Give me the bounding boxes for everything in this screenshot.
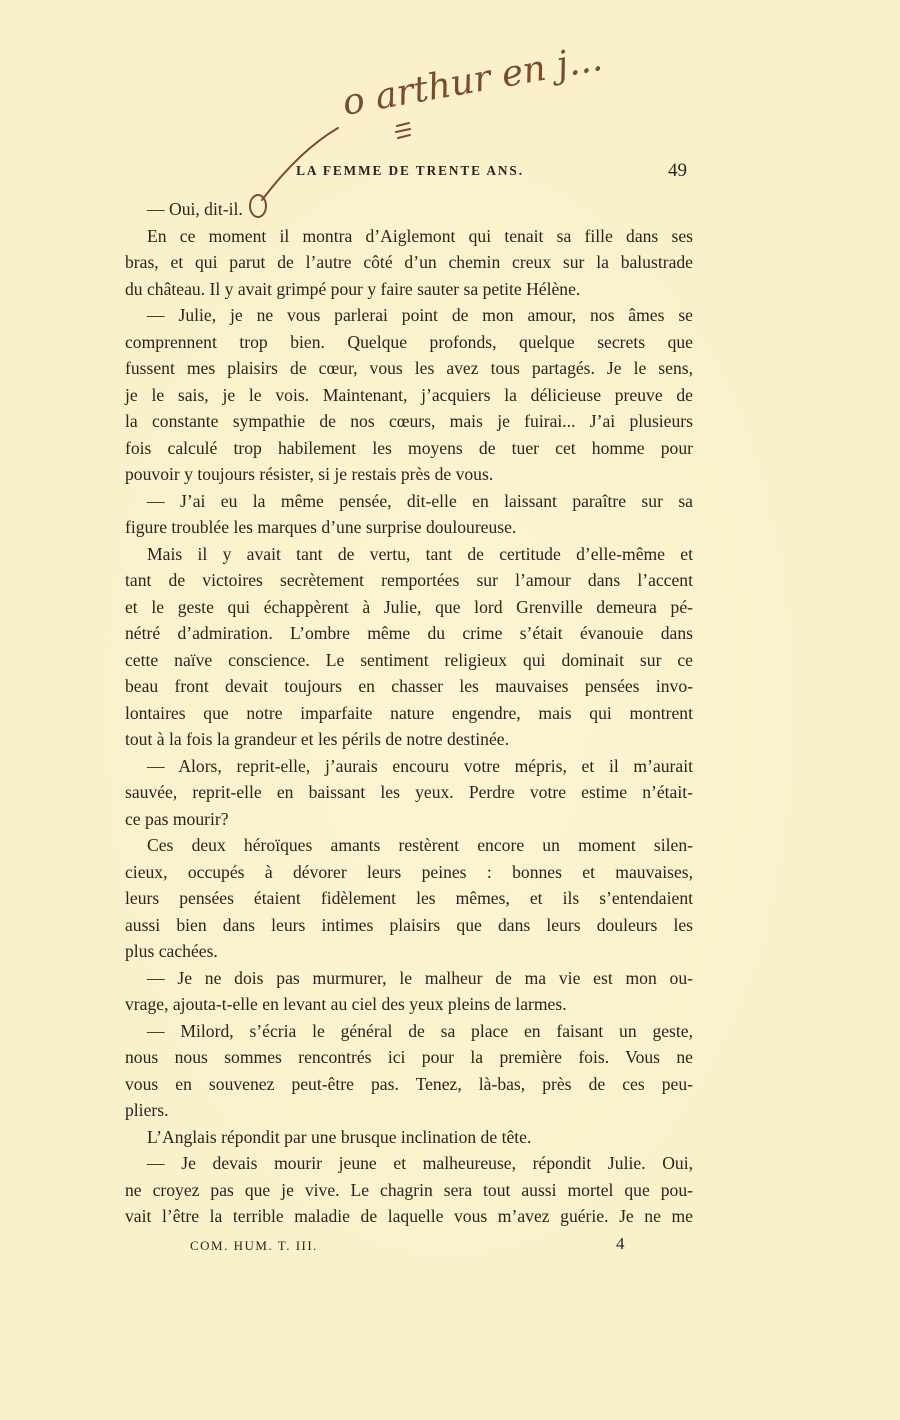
text-line: lontaires que notre imparfaite nature engendre, mais qui montrent [125,702,693,723]
text-line: pliers. [125,1100,169,1120]
signature-line: COM. HUM. T. III. [190,1238,318,1253]
text-line: sauvée, reprit-elle en baissant les yeux. Perdre votre estime n’était- [125,782,693,802]
page-number: 49 [668,160,687,181]
text-line: — Je ne dois pas murmurer, le malheur de ma vie est mon ou- [147,967,693,988]
text-line: comprennent trop bien. Quelque profonds, quelque secrets que [125,331,693,352]
text-line: — Je devais mourir jeune et malheureuse, répondit Julie. Oui, [147,1153,693,1173]
text-line: ne croyez pas que je vive. Le chagrin sera tout aussi mortel que pou- [125,1179,693,1200]
text-line: — Milord, s’écria le général de sa place en faisant un geste, [147,1020,693,1041]
text-line: nous nous sommes rencontrés ici pour la première fois. Vous ne [125,1047,693,1067]
text-line: aussi bien dans leurs intimes plaisirs que dans leurs douleurs les [125,914,693,935]
text-line: vous en souvenez peut-être pas. Tenez, là-bas, près de ces peu- [125,1073,693,1094]
text-line: Mais il y avait tant de vertu, tant de certitude d’elle-même et [147,543,693,564]
text-line: leurs pensées étaient fidèlement les mêmes, et ils s’entendaient [125,888,693,908]
text-line: — Oui, dit-il. [147,199,243,219]
text-line: plus cachées. [125,941,218,961]
text-line: fussent mes plaisirs de cœur, vous les avez tous partagés. Je le sens, [125,358,693,378]
text-line: pouvoir y toujours résister, si je restais près de vous. [125,464,494,484]
text-line: je le sais, je le vois. Maintenant, j’acquiers la délicieuse preuve de [125,384,693,405]
text-line: — Julie, je ne vous parlerai point de mon amour, nos âmes se [147,305,693,325]
text-line: — Alors, reprit-elle, j’aurais encouru votre mépris, et il m’aurait [147,755,693,776]
text-line: la constante sympathie de nos cœurs, mais je fuirai... J’ai plusieurs [125,411,693,431]
text-line: vrage, ajouta-t-elle en levant au ciel des yeux pleins de larmes. [125,994,567,1014]
text-line: tant de victoires secrètement remportées sur l’amour dans l’accent [125,570,693,590]
signature-mark: 4 [616,1234,625,1253]
running-title: LA FEMME DE TRENTE ANS. [296,164,524,179]
text-line: — J’ai eu la même pensée, dit-elle en laissant paraître sur sa [147,490,693,511]
text-line: beau front devait toujours en chasser les mauvaises pensées invo- [125,676,693,696]
text-line: cette naïve conscience. Le sentiment religieux qui dominait sur ce [125,649,693,670]
text-line: bras, et qui parut de l’autre côté d’un chemin creux sur la balustrade [125,252,693,272]
handwritten-note-text: o arthur en j... [339,37,606,124]
text-line: Ces deux héroïques amants restèrent encore un moment silen- [147,835,693,855]
text-line: vait l’être la terrible maladie de laquelle vous m’avez guérie. Je ne me [125,1206,693,1226]
text-line: nétré d’admiration. L’ombre même du crime s’était évanouie dans [125,623,693,643]
text-line: cieux, occupés à dévorer leurs peines : bonnes et mauvaises, [125,861,693,882]
body-text [125,196,693,1230]
text-line: et le geste qui échappèrent à Julie, que lord Grenville demeura pé- [125,596,693,617]
text-line: ce pas mourir? [125,808,229,829]
annotation-equals-mark [396,123,410,138]
text-line: figure troublée les marques d’une surprise douloureuse. [125,517,517,537]
text-line: du château. Il y avait grimpé pour y faire sauter sa petite Hélène. [125,278,581,299]
text-line: tout à la fois la grandeur et les périls de notre destinée. [125,729,509,749]
text-line: L’Anglais répondit par une brusque inclination de tête. [147,1126,532,1147]
text-line: En ce moment il montra d’Aiglemont qui tenait sa fille dans ses [147,225,693,246]
text-line: fois calculé trop habilement les moyens de tuer cet homme pour [125,437,693,458]
